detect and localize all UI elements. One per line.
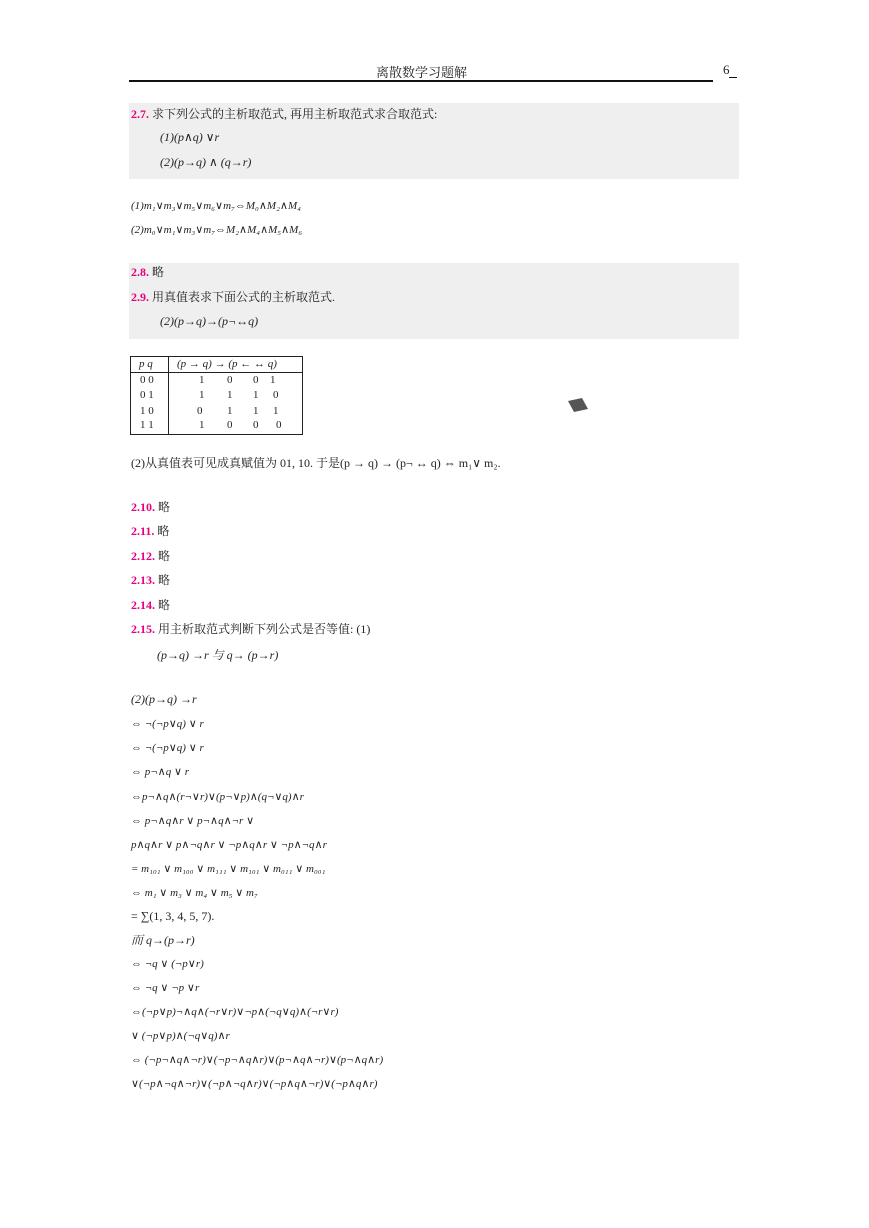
question-text: 略 <box>155 598 171 612</box>
question-2-10 <box>131 498 170 515</box>
question-number: 2.10. <box>131 500 155 514</box>
table-column-divider <box>168 357 169 434</box>
question-number: 2.7. <box>131 107 149 121</box>
table-cell: 0 <box>276 419 282 431</box>
derivation-line: ⇔ p¬∧q ∨ r <box>131 766 190 778</box>
derivation-line: ⇔ ¬q ∨ (¬p∨r) <box>131 958 204 970</box>
derivation-line: 而 q→(p→r) <box>131 933 195 947</box>
derivation-line: ∨(¬p∧¬q∧¬r)∨(¬p∧¬q∧r)∨(¬p∧q∧¬r)∨(¬p∧q∧r) <box>131 1078 378 1090</box>
question-2-11 <box>131 522 169 539</box>
derivation-line: ⇔ ¬q ∨ ¬p ∨r <box>131 982 200 994</box>
question-2-14 <box>131 596 170 613</box>
derivation-line: ∨ (¬p∨p)∧(¬q∨q)∧r <box>131 1030 230 1042</box>
table-cell: 1 <box>199 419 205 431</box>
answer-2-7-line-2: (2)m₀∨m₁∨m₃∨m₇⇔M₂∧M₄∧M₅∧M₆ <box>131 224 303 236</box>
derivation-line: ⇔ (¬p¬∧q∧¬r)∨(¬p¬∧q∧r)∨(p¬∧q∧¬r)∨(p¬∧q∧r) <box>131 1054 384 1066</box>
question-text: 用真值表求下面公式的主析取范式. <box>149 290 336 304</box>
question-2-8 <box>131 263 164 280</box>
answer-2-9: (2)从真值表可见成真赋值为 01, 10. 于是(p → q) → (p¬ ↔ q) ⇔ m₁∨ m₂. <box>131 456 501 470</box>
question-number: 2.14. <box>131 598 155 612</box>
table-cell: 0 <box>273 389 279 401</box>
derivation-line: ⇔ ¬(¬p∨q) ∨ r <box>131 742 204 754</box>
diamond-mark-icon <box>568 398 588 412</box>
table-header-divider <box>131 372 302 373</box>
derivation-line: ⇔ p¬∧q∧r ∨ p¬∧q∧¬r ∨ <box>131 815 255 827</box>
derivation-line: p∧q∧r ∨ p∧¬q∧r ∨ ¬p∧q∧r ∨ ¬p∧¬q∧r <box>131 839 327 851</box>
question-text: 求下列公式的主析取范式, 再用主析取范式求合取范式: <box>149 107 438 121</box>
derivation-line: ⇔ m₁ ∨ m₃ ∨ m₄ ∨ m₅ ∨ m₇ <box>131 887 258 899</box>
question-2-12 <box>131 547 170 564</box>
table-cell: 1 <box>199 389 205 401</box>
table-cell: 0 <box>197 405 203 417</box>
derivation-line: = ∑(1, 3, 4, 5, 7). <box>131 909 215 923</box>
table-cell: 1 <box>227 389 233 401</box>
question-number: 2.11. <box>131 524 155 538</box>
question-2-7-item-2: (2)(p→q) ∧ (q→r) <box>160 155 252 169</box>
table-cell: 1 <box>253 389 259 401</box>
question-number: 2.13. <box>131 573 155 587</box>
question-text: 略 <box>154 524 170 538</box>
header-rule <box>129 80 713 82</box>
table-cell: 1 <box>253 405 259 417</box>
derivation-line: = m₁₀₁ ∨ m₁₀₀ ∨ m₁₁₁ ∨ m₁₀₁ ∨ m₀₁₁ ∨ m₀₀₁ <box>131 863 326 875</box>
derivation-line: (2)(p→q) →r <box>131 692 197 706</box>
header-title: 离散数学习题解 <box>376 65 468 80</box>
derivation-line: ⇔(¬p∨p)¬∧q∧(¬r∨r)∨¬p∧(¬q∨q)∧(¬r∨r) <box>131 1006 339 1018</box>
table-cell-pq: 1 0 <box>140 405 154 417</box>
table-cell: 1 <box>227 405 233 417</box>
table-cell: 0 <box>253 374 259 386</box>
question-number: 2.12. <box>131 549 155 563</box>
derivation-line: ⇔p¬∧q∧(r¬∨r)∨(p¬∨p)∧(q¬∨q)∧r <box>131 791 304 803</box>
derivation-line: ⇔ ¬(¬p∨q) ∨ r <box>131 718 204 730</box>
answer-2-7-line-1: (1)m₁∨m₃∨m₅∨m₆∨m₇⇔M₀∧M₂∧M₄ <box>131 200 301 212</box>
question-number: 2.9. <box>131 290 149 304</box>
table-header-pq: p q <box>139 358 153 370</box>
question-text: 略 <box>155 500 171 514</box>
question-number: 2.15. <box>131 622 155 636</box>
question-text: 用主析取范式判断下列公式是否等值: (1) <box>155 622 371 636</box>
question-2-7-item-1: (1)(p∧q) ∨r <box>160 130 220 144</box>
question-2-15-item: (p→q) →r 与 q→ (p→r) <box>157 648 279 662</box>
question-text: 略 <box>149 265 165 279</box>
truth-table <box>130 356 303 435</box>
table-cell-pq: 0 0 <box>140 374 154 386</box>
table-cell-pq: 0 1 <box>140 389 154 401</box>
question-text: 略 <box>155 549 171 563</box>
question-2-15 <box>131 620 370 637</box>
table-cell: 1 <box>199 374 205 386</box>
table-cell-pq: 1 1 <box>140 419 154 431</box>
question-2-9-item: (2)(p→q)→(p¬↔q) <box>160 314 259 328</box>
question-text: 略 <box>155 573 171 587</box>
question-number: 2.8. <box>131 265 149 279</box>
question-2-13 <box>131 571 170 588</box>
table-header-formula: (p → q) → (p ← ↔ q) <box>177 358 277 370</box>
header-tick <box>729 77 737 78</box>
table-cell: 0 <box>227 419 233 431</box>
table-cell: 1 <box>273 405 279 417</box>
table-cell: 1 <box>270 374 276 386</box>
page-number: 6 <box>723 62 730 77</box>
question-2-9 <box>131 288 335 305</box>
table-cell: 0 <box>253 419 259 431</box>
question-2-7 <box>131 105 437 122</box>
table-cell: 0 <box>227 374 233 386</box>
